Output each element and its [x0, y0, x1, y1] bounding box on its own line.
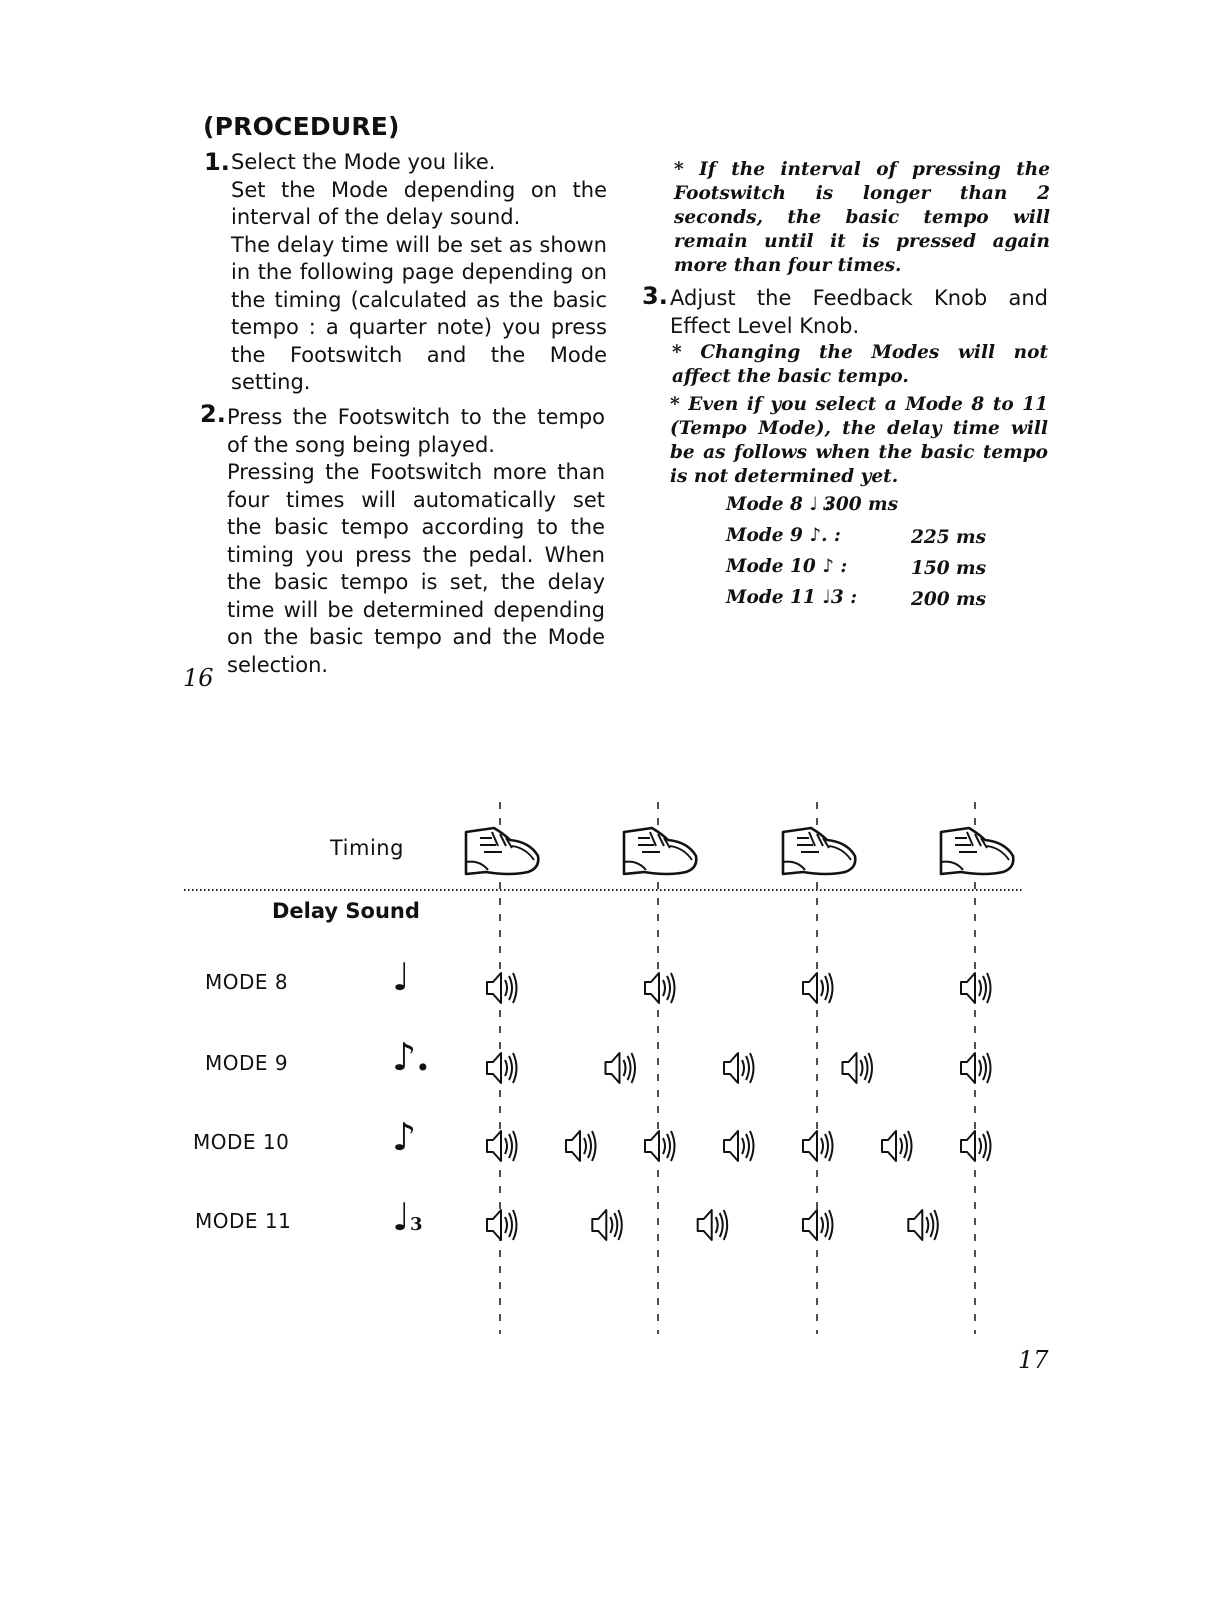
speaker-icon — [487, 1131, 517, 1161]
speaker-icon — [645, 1131, 675, 1161]
speaker-icon — [606, 1053, 636, 1083]
mode-8-time-value: 300 ms — [823, 494, 899, 515]
speaker-icon — [487, 1053, 517, 1083]
mode-10-label: MODE 10 — [193, 1130, 290, 1154]
eighth-note-icon: ♪ — [392, 1114, 417, 1159]
timing-label: Timing — [330, 836, 404, 860]
mode-9-label: MODE 9 — [205, 1051, 289, 1075]
speaker-icon — [592, 1210, 622, 1240]
speaker-icon — [882, 1131, 912, 1161]
mode-8-time-label: Mode 8 ♩ : — [726, 494, 832, 515]
page-number-left: 16 — [183, 664, 214, 692]
shoe-icon — [466, 828, 538, 874]
speaker-icon — [487, 1210, 517, 1240]
mode-11-label: MODE 11 — [195, 1209, 292, 1233]
step-1-line: Set the Mode depending on the interval of the delay sound. — [231, 177, 607, 229]
mode-10-time-value: 150 ms — [911, 558, 987, 579]
speaker-icon — [803, 1210, 833, 1240]
speaker-icon — [698, 1210, 728, 1240]
delay-sound-label: Delay Sound — [272, 899, 420, 923]
speaker-icon — [843, 1053, 873, 1083]
mode-8-label: MODE 8 — [205, 970, 289, 994]
speaker-icon — [724, 1131, 754, 1161]
speaker-icon — [724, 1053, 754, 1083]
tempo-mode-note: * Even if you select a Mode 8 to 11 (Tempo Mode), the delay time will be as follows when the basic tempo is not determined yet. — [670, 394, 1048, 487]
speaker-icon — [566, 1131, 596, 1161]
step-1-line: The delay time will be set as shown in the following page depending on the timing (calculated as the basic tempo : a quarter note) you press the Footswitch and the Mode setting. — [231, 232, 607, 394]
speaker-icon — [803, 973, 833, 1003]
dotted-eighth-note-icon: ♪. — [392, 1034, 430, 1079]
mode-11-time-label: Mode 11 ♩3 : — [726, 587, 858, 608]
speaker-icon — [961, 973, 991, 1003]
speaker-icon — [645, 973, 675, 1003]
step-3-number: 3. — [642, 282, 668, 310]
speaker-icon — [803, 1131, 833, 1161]
shoe-icon — [941, 828, 1013, 874]
page-number-right: 17 — [1018, 1346, 1049, 1374]
step-1-line: Select the Mode you like. — [231, 150, 496, 174]
triplet-note-glyph: ♩ — [392, 1194, 410, 1239]
triplet-number: 3 — [409, 1214, 423, 1235]
procedure-heading: (PROCEDURE) — [203, 112, 400, 141]
step-2-line: Pressing the Footswitch more than four times will automatically set the basic tempo according to the timing you press the pedal. When the basic tempo is set, the delay time will be determined depending on the basic tempo and the Mode selection. — [227, 460, 605, 677]
quarter-note-icon: ♩ — [392, 954, 410, 999]
shoe-icon — [624, 828, 696, 874]
speaker-icon — [961, 1131, 991, 1161]
step-2-number: 2. — [200, 400, 226, 428]
mode-11-time-value: 200 ms — [911, 589, 987, 610]
step-1-number: 1. — [204, 148, 230, 176]
interval-note: * If the interval of pressing the Footswitch is longer than 2 seconds, the basic tempo will remain until it is pressed again more than four times. — [674, 159, 1050, 276]
mode-10-time-label: Mode 10 ♪ : — [726, 556, 848, 577]
modes-note: * Changing the Modes will not affect the basic tempo. — [672, 342, 1048, 387]
step-3-text: Adjust the Feedback Knob and Effect Level Knob. — [670, 286, 1048, 338]
shoe-icon — [783, 828, 855, 874]
speaker-icon — [908, 1210, 938, 1240]
speaker-icon — [487, 973, 517, 1003]
mode-9-time-value: 225 ms — [911, 527, 987, 548]
speaker-icon — [961, 1053, 991, 1083]
step-2-line: Press the Footswitch to the tempo of the song being played. — [227, 405, 605, 457]
mode-9-time-label: Mode 9 ♪. : — [726, 525, 841, 546]
